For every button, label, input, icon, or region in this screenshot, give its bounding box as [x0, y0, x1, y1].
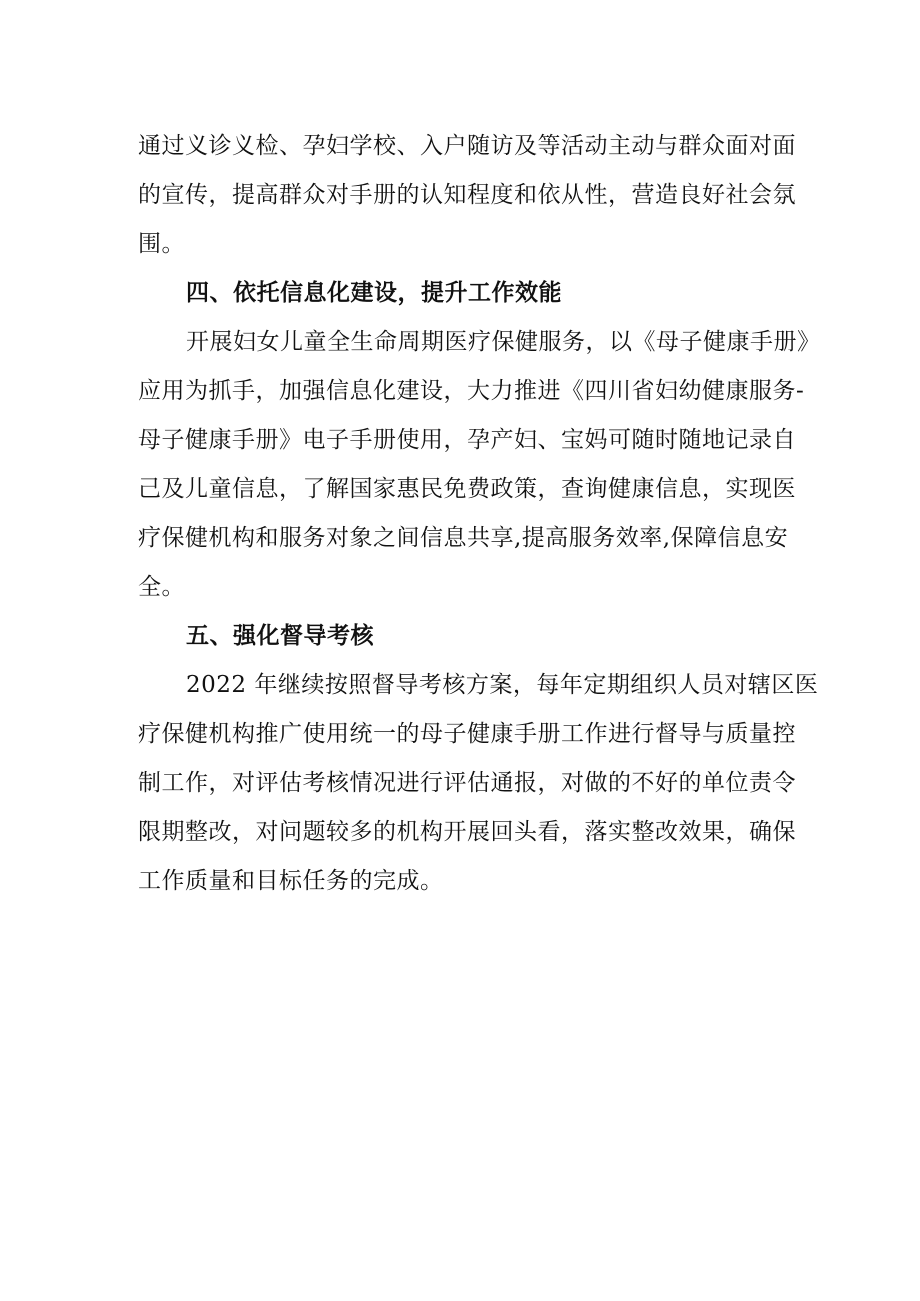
paragraph-line: 工作质量和目标任务的完成。: [138, 868, 444, 894]
paragraph-line: 疗保健机构推广使用统一的母子健康手册工作进行督导与质量控: [138, 721, 796, 747]
paragraph-line: 疗保健机构和服务对象之间信息共享,提高服务效率,保障信息安: [138, 525, 789, 551]
paragraph-line: 围。: [138, 231, 185, 257]
paragraph-line: 全。: [138, 574, 185, 600]
paragraph-line: 通过义诊义检、孕妇学校、入户随访及等活动主动与群众面对面: [138, 133, 796, 159]
paragraph-line: 己及儿童信息，了解国家惠民免费政策，查询健康信息，实现医: [138, 476, 796, 502]
paragraph-line: 的宣传，提高群众对手册的认知程度和依从性，营造良好社会氛: [138, 182, 796, 208]
section-heading-4: 四、依托信息化建设，提升工作效能: [186, 280, 562, 306]
paragraph-line: 应用为抓手，加强信息化建设，大力推进《四川省妇幼健康服务-: [138, 378, 805, 404]
paragraph-line: 2022 年继续按照督导考核方案，每年定期组织人员对辖区医: [186, 672, 819, 698]
paragraph-line: 母子健康手册》电子手册使用，孕产妇、宝妈可随时随地记录自: [138, 427, 796, 453]
paragraph-line: 开展妇女儿童全生命周期医疗保健服务，以《母子健康手册》: [186, 329, 821, 355]
paragraph-line: 限期整改，对问题较多的机构开展回头看，落实整改效果，确保: [138, 819, 796, 845]
section-heading-5: 五、强化督导考核: [186, 623, 374, 649]
paragraph-line: 制工作，对评估考核情况进行评估通报，对做的不好的单位责令: [138, 770, 796, 796]
